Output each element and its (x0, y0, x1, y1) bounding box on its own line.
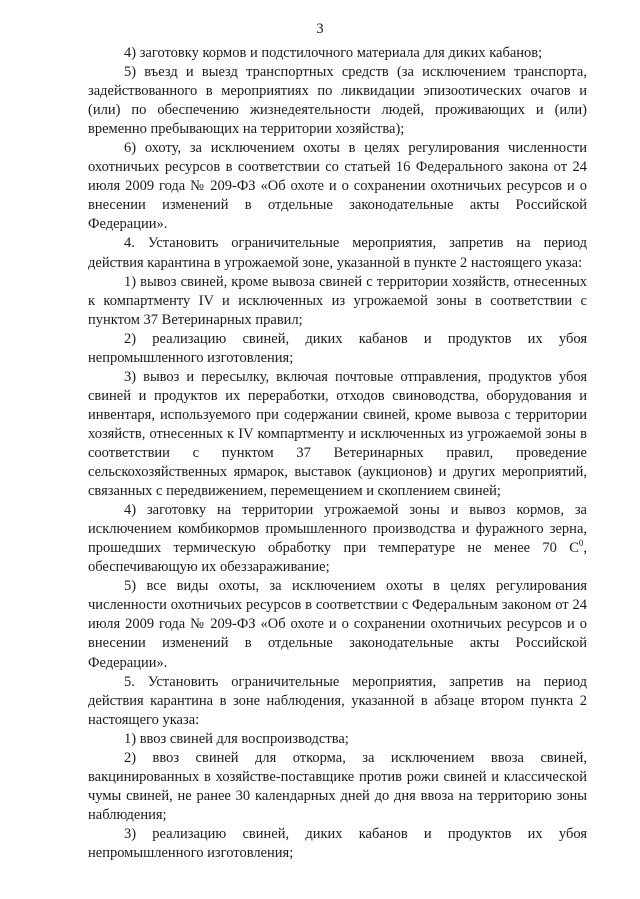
paragraph-item-5-vehicle-entry: 5) въезд и выезд транспортных средств (за исключением транспорта, задействованного в мероприятиях по ликвидации эпизоотических очагов и (или) по обеспечению жизнедеятельности людей, проживающих и (или) временно пребывающих на территории хозяйства); (88, 64, 587, 138)
paragraph-item-2-fattening-import: 2) ввоз свиней для откорма, за исключением ввоза свиней, вакцинированных в хозяйстве-поставщике против рожи свиней и классической чумы свиней, не ранее 30 календарных дней до дня ввоза на территорию зоны наблюдения; (88, 749, 587, 823)
paragraph-item-3-sale-observation: 3) реализацию свиней, диких кабанов и продуктов их убоя непромышленного изготовления; (88, 825, 587, 861)
paragraph-text-after-superscript: , обеспечивающую их обеззараживание; (88, 540, 587, 576)
paragraph-text-before-superscript: 4) заготовку на территории угрожаемой зоны и вывоз кормов, за исключением комбикормов промышленного производства и фуражного зерна, прошедших термическую обработку при температуре не менее 70 С (88, 502, 587, 557)
paragraph-item-1-pig-export: 1) вывоз свиней, кроме вывоза свиней с территории хозяйств, отнесенных к компартменту IV и исключенных из угрожаемой зоны в соответствии с пунктом 37 Ветеринарных правил; (88, 273, 587, 328)
paragraph-item-6-hunting: 6) охоту, за исключением охоты в целях регулирования численности охотничьих ресурсов в соответствии со статьей 16 Федерального закона от 24 июля 2009 года № 209-ФЗ «Об охоте и о сохранении охотничьих ресурсов и о внесении изменений в отдельные законодательные акты Российской Федерации». (88, 140, 587, 233)
paragraph-section-5-observation-zone: 5. Установить ограничительные мероприятия, запретив на период действия карантина в зоне наблюдения, указанной в абзаце втором пункта 2 настоящего указа: (88, 673, 587, 728)
degree-superscript: 0 (578, 538, 584, 549)
document-body (88, 44, 587, 863)
paragraph-item-1-breeding-import: 1) ввоз свиней для воспроизводства; (124, 730, 349, 747)
paragraph-item-3-export-shipment: 3) вывоз и пересылку, включая почтовые отправления, продуктов убоя свиней и продуктов их переработки, отходов свиноводства, оборудования и инвентаря, используемого при содержании свиней, кроме вывоза с территории хозяйств, отнесенных к IV компартменту и исключенных из угрожаемой зоны в соответствии с пунктом 37 Ветеринарных правил, проведение сельскохозяйственных ярмарок, выставок (аукционов) и других мероприятий, связанных с передвижением, перемещением и скоплением свиней; (88, 368, 587, 500)
paragraph-item-2-sale: 2) реализацию свиней, диких кабанов и продуктов их убоя непромышленного изготовления; (88, 330, 587, 366)
paragraph-item-4-feed-harvesting: 4) заготовку кормов и подстилочного материала для диких кабанов; (124, 45, 543, 61)
paragraph-section-4-threatened-zone: 4. Установить ограничительные мероприятия, запретив на период действия карантина в угрожаемой зоне, указанной в пункте 2 настоящего указа: (88, 235, 587, 271)
paragraph-item-5-all-hunting: 5) все виды охоты, за исключением охоты в целях регулирования численности охотничьих ресурсов в соответствии с Федеральным законом от 24 июля 2009 года № 209-ФЗ «Об охоте и о сохранении охотничьих ресурсов и о внесении изменений в отдельные законодательные акты Российской Федерации». (88, 578, 587, 671)
paragraph-item-4-feed-export (88, 501, 587, 577)
page-number: 3 (316, 21, 324, 37)
